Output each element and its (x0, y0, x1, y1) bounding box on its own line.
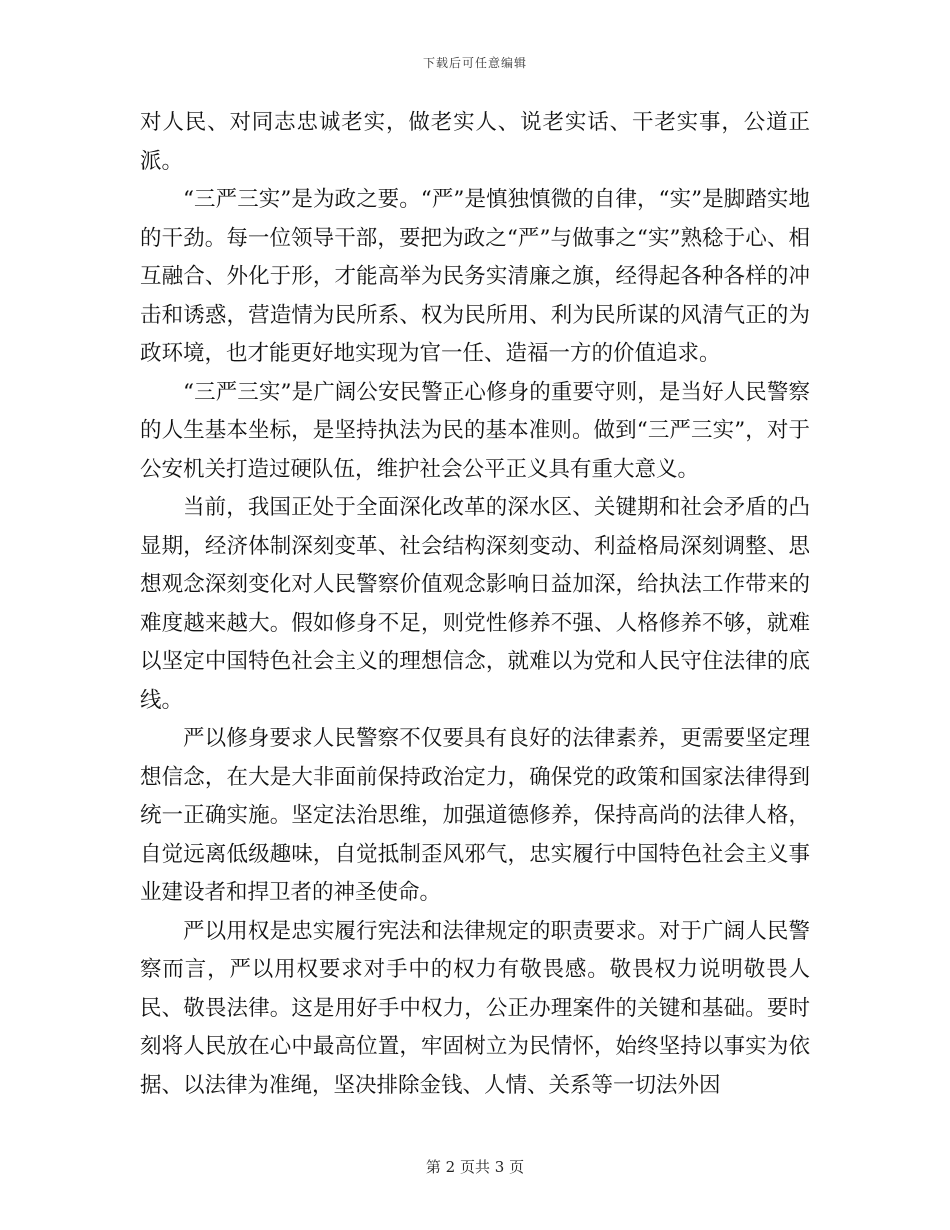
paragraph-2: “三严三实”是为政之要。“严”是慎独慎微的自律，“实”是脚踏实地的干劲。每一位领导干部，要把为政之“严”与做事之“实”熟稔于心、相互融合、外化于形，才能高举为民务实清廉之旗，经得起各种各样的冲击和诱惑，营造情为民所系、权为民所用、利为民所谋的风清气正的为政环境，也才能更好地实现为官一任、造福一方的价值追求。 (140, 187, 810, 366)
paragraph-1: 对人民、对同志忠诚老实，做老实人、说老实话、干老实事，公道正派。 (140, 110, 810, 174)
document-body (140, 104, 810, 1105)
paragraph-5: 严以修身要求人民警察不仅要具有良好的法律素养，更需要坚定理想信念，在大是大非面前保持政治定力，确保党的政策和国家法律得到统一正确实施。坚定法治思维，加强道德修养，保持高尚的法律人格，自觉远离低级趣味，自觉抵制歪风邪气，忠实履行中国特色社会主义事业建设者和捍卫者的神圣使命。 (140, 726, 810, 905)
paragraph-4: 当前，我国正处于全面深化改革的深水区、关键期和社会矛盾的凸显期，经济体制深刻变革、社会结构深刻变动、利益格局深刻调整、思想观念深刻变化对人民警察价值观念影响日益加深，给执法工作带来的难度越来越大。假如修身不足，则党性修养不强、人格修养不够，就难以坚定中国特色社会主义的理想信念，就难以为党和人民守住法律的底线。 (140, 495, 810, 713)
page-number-footer: 第 2 页共 3 页 (425, 1158, 525, 1176)
paragraph-6: 严以用权是忠实履行宪法和法律规定的职责要求。对于广阔人民警察而言，严以用权要求对手中的权力有敬畏感。敬畏权力说明敬畏人民、敬畏法律。这是用好手中权力，公正办理案件的关键和基础。要时刻将人民放在心中最高位置，牢固树立为民情怀，始终坚持以事实为依据、以法律为准绳，坚决排除金钱、人情、关系等一切法外因 (140, 918, 810, 1098)
paragraph-3: “三严三实”是广阔公安民警正心修身的重要守则，是当好人民警察的人生基本坐标，是坚持执法为民的基本准则。做到“三严三实”，对于公安机关打造过硬队伍，维护社会公平正义具有重大意义。 (140, 379, 810, 482)
page-header-note: 下载后可任意编辑 (422, 56, 527, 70)
